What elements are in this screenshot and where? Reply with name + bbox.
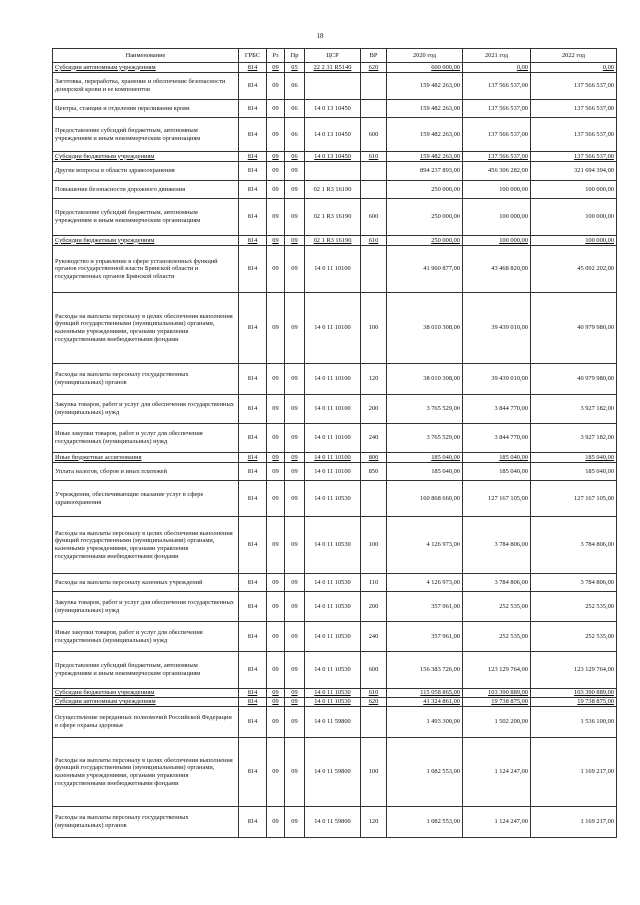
cell-csr: 22 2 31 R5140 (305, 63, 361, 73)
cell-vr: 200 (361, 395, 387, 424)
column-header-vr: ВР (361, 49, 387, 63)
cell-grbs: 814 (239, 152, 267, 162)
cell-rz: 09 (267, 481, 285, 517)
table-row (53, 236, 617, 246)
cell-csr: 14 0 11 10100 (305, 246, 361, 293)
cell-name: Закупка товаров, работ и услуг для обеспечения государственных (муниципальных) нужд (53, 592, 239, 622)
cell-rz: 09 (267, 181, 285, 199)
cell-name: Иные закупки товаров, работ и услуг для обеспечения государственных (муниципальных) нужд (53, 622, 239, 652)
cell-2020: 4 126 973,00 (387, 574, 463, 592)
table-row (53, 162, 617, 181)
cell-2022: 3 784 806,00 (531, 517, 617, 574)
cell-2021: 0,00 (463, 63, 531, 73)
cell-2021: 100 000,00 (463, 181, 531, 199)
cell-rz: 09 (267, 364, 285, 395)
cell-2021: 100 000,00 (463, 236, 531, 246)
cell-pr: 09 (285, 738, 305, 807)
cell-name: Предоставление субсидий бюджетным, автономным учреждениям и иным некоммерческим организациям (53, 199, 239, 236)
cell-csr: 14 0 13 10450 (305, 100, 361, 118)
cell-vr: 610 (361, 689, 387, 698)
cell-2022: 252 535,00 (531, 592, 617, 622)
cell-csr (305, 162, 361, 181)
cell-vr: 600 (361, 199, 387, 236)
cell-2021: 43 468 820,00 (463, 246, 531, 293)
cell-pr: 09 (285, 246, 305, 293)
cell-grbs: 814 (239, 100, 267, 118)
cell-2020: 250 000,00 (387, 236, 463, 246)
cell-2022: 123 129 764,00 (531, 652, 617, 689)
cell-csr: 14 0 13 10450 (305, 118, 361, 152)
cell-csr: 14 0 11 10530 (305, 652, 361, 689)
cell-2022: 100 000,00 (531, 181, 617, 199)
table-row (53, 592, 617, 622)
cell-grbs: 814 (239, 453, 267, 463)
cell-vr: 610 (361, 152, 387, 162)
cell-vr: 100 (361, 293, 387, 364)
cell-pr: 06 (285, 100, 305, 118)
cell-2021: 185 040,00 (463, 463, 531, 481)
cell-csr: 14 0 11 10100 (305, 424, 361, 453)
cell-rz: 09 (267, 463, 285, 481)
table-row (53, 199, 617, 236)
table-row (53, 453, 617, 463)
cell-2021: 137 566 537,00 (463, 100, 531, 118)
column-header-2020: 2020 год (387, 49, 463, 63)
cell-grbs: 814 (239, 574, 267, 592)
cell-csr: 14 0 11 10530 (305, 517, 361, 574)
cell-pr: 09 (285, 199, 305, 236)
cell-2021: 3 784 806,00 (463, 517, 531, 574)
cell-2021: 252 535,00 (463, 622, 531, 652)
cell-2020: 159 482 263,00 (387, 118, 463, 152)
cell-2022: 100 000,00 (531, 236, 617, 246)
cell-vr (361, 246, 387, 293)
table-row (53, 424, 617, 453)
cell-2021: 19 738 875,00 (463, 698, 531, 707)
cell-rz: 09 (267, 698, 285, 707)
table-row (53, 100, 617, 118)
cell-vr: 120 (361, 807, 387, 838)
cell-name: Повышение безопасности дорожного движения (53, 181, 239, 199)
cell-grbs: 814 (239, 118, 267, 152)
cell-vr: 240 (361, 424, 387, 453)
cell-csr: 14 0 11 10530 (305, 592, 361, 622)
cell-grbs: 814 (239, 293, 267, 364)
cell-2021: 1 124 247,00 (463, 738, 531, 807)
cell-pr: 09 (285, 481, 305, 517)
cell-csr: 02 1 R3 16190 (305, 236, 361, 246)
cell-rz: 09 (267, 236, 285, 246)
cell-vr: 100 (361, 738, 387, 807)
cell-grbs: 814 (239, 63, 267, 73)
cell-rz: 09 (267, 63, 285, 73)
cell-grbs: 814 (239, 481, 267, 517)
cell-name: Субсидии бюджетным учреждениям (53, 152, 239, 162)
cell-2021: 39 439 010,00 (463, 293, 531, 364)
cell-2020: 159 482 263,00 (387, 100, 463, 118)
cell-pr: 09 (285, 574, 305, 592)
cell-2020: 159 482 263,00 (387, 73, 463, 100)
table-row (53, 622, 617, 652)
cell-rz: 09 (267, 707, 285, 738)
cell-vr (361, 100, 387, 118)
cell-rz: 09 (267, 807, 285, 838)
cell-grbs: 814 (239, 689, 267, 698)
cell-name: Субсидии бюджетным учреждениям (53, 236, 239, 246)
cell-2020: 3 765 529,00 (387, 424, 463, 453)
cell-2021: 127 167 105,00 (463, 481, 531, 517)
cell-2021: 137 566 537,00 (463, 73, 531, 100)
table-row (53, 118, 617, 152)
cell-pr: 06 (285, 73, 305, 100)
table-header-row (53, 49, 617, 63)
cell-2022: 3 927 182,00 (531, 424, 617, 453)
cell-csr: 14 0 11 59800 (305, 738, 361, 807)
cell-2020: 250 000,00 (387, 181, 463, 199)
cell-grbs: 814 (239, 517, 267, 574)
cell-name: Расходы на выплаты персоналу казенных учреждений (53, 574, 239, 592)
cell-grbs: 814 (239, 807, 267, 838)
cell-name: Субсидии автономным учреждениям (53, 698, 239, 707)
cell-2022: 137 566 537,00 (531, 73, 617, 100)
cell-name: Заготовка, переработка, хранение и обеспечение безопасности донорской крови и ее компонентов (53, 73, 239, 100)
cell-csr: 14 0 11 10530 (305, 574, 361, 592)
cell-vr: 100 (361, 517, 387, 574)
cell-grbs: 814 (239, 592, 267, 622)
table-row (53, 574, 617, 592)
cell-csr: 14 0 11 10530 (305, 481, 361, 517)
cell-vr: 620 (361, 698, 387, 707)
cell-rz: 09 (267, 199, 285, 236)
cell-2022: 100 000,00 (531, 199, 617, 236)
cell-csr: 14 0 11 59800 (305, 707, 361, 738)
cell-rz: 09 (267, 424, 285, 453)
cell-vr: 850 (361, 463, 387, 481)
cell-2021: 3 784 806,00 (463, 574, 531, 592)
cell-grbs: 814 (239, 181, 267, 199)
cell-rz: 09 (267, 592, 285, 622)
cell-vr: 110 (361, 574, 387, 592)
cell-2022: 137 566 537,00 (531, 100, 617, 118)
table-row (53, 395, 617, 424)
cell-2022: 3 784 806,00 (531, 574, 617, 592)
cell-csr: 14 0 11 10100 (305, 395, 361, 424)
table-row (53, 652, 617, 689)
cell-rz: 09 (267, 453, 285, 463)
cell-vr (361, 162, 387, 181)
cell-2020: 160 868 660,00 (387, 481, 463, 517)
cell-2021: 103 390 889,00 (463, 689, 531, 698)
table-row (53, 689, 617, 698)
cell-2021: 3 844 770,00 (463, 424, 531, 453)
column-header-csr: ЦСР (305, 49, 361, 63)
cell-2020: 38 010 308,00 (387, 364, 463, 395)
cell-name: Расходы на выплаты персоналу в целях обеспечения выполнения функций государственными (муниципальными) органами, казенными учреждениями, органами управления государственными внебюджетными фондами (53, 293, 239, 364)
cell-2022: 40 979 980,00 (531, 293, 617, 364)
cell-2022: 40 979 980,00 (531, 364, 617, 395)
cell-vr: 120 (361, 364, 387, 395)
column-header-2022: 2022 год (531, 49, 617, 63)
cell-2022: 321 694 394,00 (531, 162, 617, 181)
column-header-2021: 2021 год (463, 49, 531, 63)
cell-csr: 02 1 R3 16190 (305, 181, 361, 199)
cell-vr: 200 (361, 592, 387, 622)
cell-2021: 1 502 200,00 (463, 707, 531, 738)
cell-2022: 1 169 217,00 (531, 738, 617, 807)
cell-2020: 159 482 263,00 (387, 152, 463, 162)
cell-grbs: 814 (239, 236, 267, 246)
cell-2022: 185 040,00 (531, 453, 617, 463)
cell-rz: 09 (267, 517, 285, 574)
cell-name: Закупка товаров, работ и услуг для обеспечения государственных (муниципальных) нужд (53, 395, 239, 424)
cell-csr (305, 73, 361, 100)
cell-2022: 185 040,00 (531, 463, 617, 481)
cell-pr: 09 (285, 162, 305, 181)
cell-2022: 103 390 889,00 (531, 689, 617, 698)
cell-pr: 09 (285, 652, 305, 689)
cell-2022: 137 566 537,00 (531, 118, 617, 152)
cell-2022: 137 566 537,00 (531, 152, 617, 162)
table-row (53, 364, 617, 395)
cell-2022: 252 535,00 (531, 622, 617, 652)
cell-pr: 06 (285, 152, 305, 162)
cell-name: Другие вопросы в области здравоохранения (53, 162, 239, 181)
cell-grbs: 814 (239, 162, 267, 181)
cell-vr: 600 (361, 118, 387, 152)
cell-2022: 1 536 100,00 (531, 707, 617, 738)
cell-vr (361, 73, 387, 100)
table-row (53, 293, 617, 364)
cell-2022: 127 167 105,00 (531, 481, 617, 517)
cell-pr: 05 (285, 63, 305, 73)
cell-pr: 09 (285, 698, 305, 707)
cell-name: Уплата налогов, сборов и иных платежей (53, 463, 239, 481)
cell-2022: 0,00 (531, 63, 617, 73)
cell-2020: 600 000,00 (387, 63, 463, 73)
cell-2022: 3 927 182,00 (531, 395, 617, 424)
cell-2020: 41 960 877,00 (387, 246, 463, 293)
cell-rz: 09 (267, 652, 285, 689)
cell-2020: 4 126 973,00 (387, 517, 463, 574)
cell-2021: 252 535,00 (463, 592, 531, 622)
cell-2021: 39 439 010,00 (463, 364, 531, 395)
cell-2020: 156 383 726,00 (387, 652, 463, 689)
cell-rz: 09 (267, 162, 285, 181)
budget-table (52, 48, 617, 838)
cell-2021: 137 566 537,00 (463, 118, 531, 152)
cell-rz: 09 (267, 293, 285, 364)
cell-rz: 09 (267, 738, 285, 807)
cell-csr: 14 0 11 10100 (305, 293, 361, 364)
cell-2021: 185 040,00 (463, 453, 531, 463)
table-row (53, 698, 617, 707)
cell-pr: 09 (285, 293, 305, 364)
cell-2021: 456 306 282,00 (463, 162, 531, 181)
cell-name: Учреждения, обеспечивающие оказание услуг в сфере здравоохранения (53, 481, 239, 517)
cell-csr: 14 0 13 10450 (305, 152, 361, 162)
cell-name: Субсидии автономным учреждениям (53, 63, 239, 73)
cell-2020: 357 961,00 (387, 592, 463, 622)
cell-2020: 185 040,00 (387, 453, 463, 463)
cell-name: Осуществление переданных полномочий Российской Федерации в сфере охраны здоровья (53, 707, 239, 738)
column-header-name: Наименование (53, 49, 239, 63)
cell-2021: 3 844 770,00 (463, 395, 531, 424)
table-row (53, 73, 617, 100)
cell-pr: 09 (285, 807, 305, 838)
cell-2022: 45 092 202,00 (531, 246, 617, 293)
cell-pr: 09 (285, 689, 305, 698)
cell-grbs: 814 (239, 246, 267, 293)
cell-2022: 1 169 217,00 (531, 807, 617, 838)
cell-csr: 14 0 11 10530 (305, 698, 361, 707)
cell-vr: 610 (361, 236, 387, 246)
cell-name: Центры, станции и отделения переливания крови (53, 100, 239, 118)
cell-name: Расходы на выплаты персоналу в целях обеспечения выполнения функций государственными (муниципальными) органами, казенными учреждениями, органами управления государственными внебюджетными фондами (53, 738, 239, 807)
cell-name: Расходы на выплаты персоналу государственных (муниципальных) органов (53, 364, 239, 395)
cell-2020: 41 324 861,00 (387, 698, 463, 707)
cell-vr: 600 (361, 652, 387, 689)
cell-pr: 09 (285, 424, 305, 453)
cell-pr: 09 (285, 364, 305, 395)
cell-pr: 09 (285, 592, 305, 622)
cell-csr: 02 1 R3 16190 (305, 199, 361, 236)
page-number: 18 (316, 32, 324, 40)
cell-rz: 09 (267, 246, 285, 293)
table-row (53, 707, 617, 738)
table-row (53, 152, 617, 162)
cell-2021: 100 000,00 (463, 199, 531, 236)
table-row (53, 807, 617, 838)
cell-2020: 1 082 553,00 (387, 807, 463, 838)
cell-grbs: 814 (239, 73, 267, 100)
cell-csr: 14 0 11 10100 (305, 453, 361, 463)
cell-rz: 09 (267, 100, 285, 118)
cell-grbs: 814 (239, 738, 267, 807)
cell-name: Руководство и управление в сфере установленных функций органов государственной власти Брянской области и государственных органов Брянской области (53, 246, 239, 293)
cell-2020: 3 765 529,00 (387, 395, 463, 424)
cell-grbs: 814 (239, 463, 267, 481)
cell-2020: 185 040,00 (387, 463, 463, 481)
table-row (53, 463, 617, 481)
cell-name: Предоставление субсидий бюджетным, автономным учреждениям и иным некоммерческим организациям (53, 652, 239, 689)
cell-2021: 123 129 764,00 (463, 652, 531, 689)
cell-pr: 09 (285, 236, 305, 246)
table-row (53, 63, 617, 73)
cell-vr (361, 481, 387, 517)
cell-pr: 09 (285, 707, 305, 738)
cell-pr: 09 (285, 463, 305, 481)
cell-2021: 1 124 247,00 (463, 807, 531, 838)
cell-pr: 09 (285, 453, 305, 463)
column-header-pr: Пр (285, 49, 305, 63)
cell-rz: 09 (267, 574, 285, 592)
cell-grbs: 814 (239, 707, 267, 738)
cell-name: Предоставление субсидий бюджетным, автономным учреждениям и иным некоммерческим организациям (53, 118, 239, 152)
cell-vr: 240 (361, 622, 387, 652)
table-row (53, 481, 617, 517)
cell-rz: 09 (267, 118, 285, 152)
cell-name: Субсидии бюджетным учреждениям (53, 689, 239, 698)
cell-pr: 06 (285, 118, 305, 152)
cell-2020: 1 082 553,00 (387, 738, 463, 807)
cell-csr: 14 0 11 59800 (305, 807, 361, 838)
cell-pr: 09 (285, 622, 305, 652)
cell-vr: 800 (361, 453, 387, 463)
cell-pr: 09 (285, 517, 305, 574)
cell-grbs: 814 (239, 395, 267, 424)
cell-2020: 250 000,00 (387, 199, 463, 236)
cell-csr: 14 0 11 10100 (305, 463, 361, 481)
cell-grbs: 814 (239, 652, 267, 689)
cell-pr: 09 (285, 181, 305, 199)
cell-name: Иные закупки товаров, работ и услуг для обеспечения государственных (муниципальных) нужд (53, 424, 239, 453)
cell-grbs: 814 (239, 199, 267, 236)
cell-rz: 09 (267, 689, 285, 698)
cell-vr: 620 (361, 63, 387, 73)
cell-vr (361, 181, 387, 199)
cell-csr: 14 0 11 10530 (305, 622, 361, 652)
cell-rz: 09 (267, 622, 285, 652)
cell-rz: 09 (267, 395, 285, 424)
cell-csr: 14 0 11 10100 (305, 364, 361, 395)
cell-name: Иные бюджетные ассигнования (53, 453, 239, 463)
cell-pr: 09 (285, 395, 305, 424)
table-row (53, 181, 617, 199)
cell-2020: 357 961,00 (387, 622, 463, 652)
cell-vr (361, 707, 387, 738)
cell-2020: 38 010 308,00 (387, 293, 463, 364)
table-row (53, 246, 617, 293)
cell-name: Расходы на выплаты персоналу государственных (муниципальных) органов (53, 807, 239, 838)
table-row (53, 517, 617, 574)
column-header-grbs: ГРБС (239, 49, 267, 63)
cell-rz: 09 (267, 152, 285, 162)
column-header-rz: Рз (267, 49, 285, 63)
cell-grbs: 814 (239, 424, 267, 453)
cell-2021: 137 566 537,00 (463, 152, 531, 162)
cell-rz: 09 (267, 73, 285, 100)
cell-grbs: 814 (239, 622, 267, 652)
cell-csr: 14 0 11 10530 (305, 689, 361, 698)
cell-name: Расходы на выплаты персоналу в целях обеспечения выполнения функций государственными (муниципальными) органами, казенными учреждениями, органами управления государственными внебюджетными фондами (53, 517, 239, 574)
cell-2020: 1 493 300,00 (387, 707, 463, 738)
cell-grbs: 814 (239, 364, 267, 395)
cell-grbs: 814 (239, 698, 267, 707)
table-row (53, 738, 617, 807)
cell-2020: 115 058 865,00 (387, 689, 463, 698)
cell-2022: 19 738 875,00 (531, 698, 617, 707)
cell-2020: 894 237 893,00 (387, 162, 463, 181)
